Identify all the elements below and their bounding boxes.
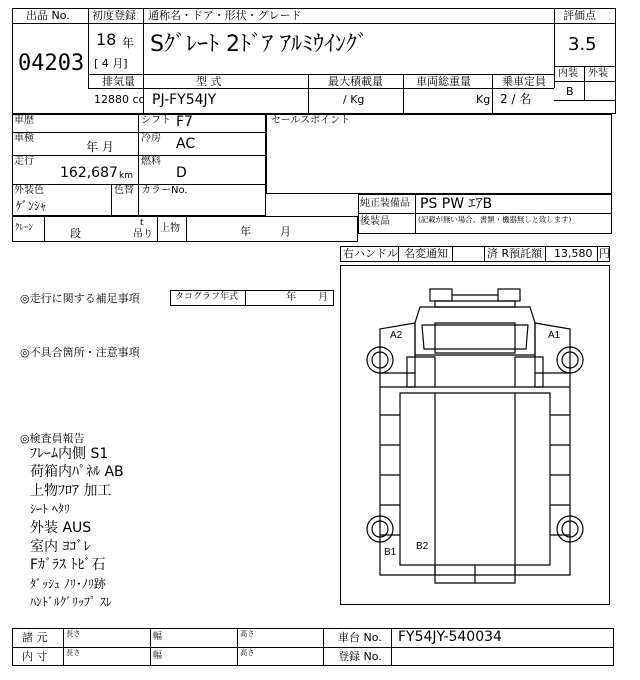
max-load-value: / Kg <box>343 93 365 106</box>
crane-stage: 段 <box>70 227 81 240</box>
ac-label: 冷房 <box>141 133 161 144</box>
upper-month: 月 <box>280 225 291 238</box>
inspector-item: Fｶﾞﾗｽ ﾄﾋﾞ石 <box>30 557 106 573</box>
inspector-item: 上物ﾌﾛｱ 加工 <box>30 483 112 499</box>
color-change-label: 色替 <box>114 185 134 196</box>
tacho-month: 月 <box>318 292 328 303</box>
reg-label: 初度登録 <box>92 9 136 22</box>
details-frame <box>12 114 266 216</box>
sales-point-label: セールスポイント <box>271 115 351 126</box>
ac-value: AC <box>176 136 196 152</box>
crane-hang: 吊り <box>133 229 153 240</box>
inspector-item: 外装 AUS <box>30 520 92 536</box>
ext-color-value: ｹﾞﾝｼｬ <box>16 199 47 213</box>
inspector-item: ﾀﾞｯｼｭ ﾉﾘ･ﾉﾘ跡 <box>30 577 106 591</box>
damage-mark-b2: B2 <box>416 541 429 552</box>
inspection-value: 年 月 <box>86 140 114 154</box>
tacho-label: タコグラフ年式 <box>175 292 239 302</box>
inner-width-label: 幅 <box>153 651 163 661</box>
yen-label: 円 <box>599 247 610 260</box>
lot-number: 04203 <box>18 51 85 76</box>
recycle-label: 済 R預託額 <box>487 247 543 260</box>
dims-width-label: 幅 <box>153 632 163 642</box>
name-change-label: 名変通知 <box>404 247 448 260</box>
std-equipment-value: PS PW ｴｱB <box>420 196 493 212</box>
year-unit: 年 <box>122 36 135 50</box>
grade-value: Sｸﾞﾚｰﾄ 2ﾄﾞｱ ｱﾙﾐｳｲﾝｸﾞ <box>150 32 368 57</box>
inspector-item: ｼｰﾄ ﾍﾀﾘ <box>30 502 70 516</box>
crane-label: ｸﾚｰﾝ <box>15 223 34 233</box>
capacity-value: 2 / 名 <box>500 92 532 106</box>
mileage-label: 走行 <box>14 156 34 167</box>
mileage-value: 162,687 <box>60 165 118 181</box>
tacho-year: 年 <box>286 292 296 303</box>
lot-label: 出品 No. <box>26 9 70 22</box>
upper-label: 上物 <box>160 223 180 234</box>
grade-label: 通称名・ドア・形状・グレード <box>148 9 302 22</box>
crane-ton: t <box>140 218 144 228</box>
gross-weight-label: 車両総重量 <box>416 75 471 88</box>
interior-grade: B <box>566 85 574 98</box>
fuel-label: 燃料 <box>141 156 161 167</box>
exterior-label: 外装 <box>588 68 608 79</box>
inner-dims-label: 内 寸 <box>22 650 48 663</box>
driving-notes-title: ◎走行に関する補足事項 <box>20 292 140 305</box>
displacement-value: 12880 cc <box>94 93 145 106</box>
dims-height-label: 高さ <box>240 630 255 639</box>
displacement-label: 排気量 <box>102 75 135 88</box>
model-label: 型 式 <box>196 75 222 88</box>
mileage-unit: km <box>119 171 133 181</box>
interior-label: 内装 <box>558 68 578 79</box>
reg-month: [ 4 月] <box>94 57 128 70</box>
inspector-item: ﾊﾝﾄﾞﾙｸﾞﾘｯﾌﾟ ｽﾚ <box>30 595 112 609</box>
gross-weight-value: Kg <box>476 93 491 106</box>
chassis-value: FY54JY-540034 <box>398 629 502 645</box>
capacity-label: 乗車定員 <box>502 75 546 88</box>
rhd-label: 右ハンドル <box>343 247 398 260</box>
crane-row <box>12 216 358 242</box>
inspection-label: 車検 <box>14 133 34 144</box>
inspector-item: 荷箱内ﾊﾟﾈﾙ AB <box>30 464 124 480</box>
std-equipment-label: 純正装備品 <box>360 198 410 209</box>
shift-label: シフト <box>141 115 171 126</box>
defects-title: ◎不具合箇所・注意事項 <box>20 346 140 359</box>
shift-value: F7 <box>176 114 193 130</box>
inspector-item: 室内 ﾖｺﾞﾚ <box>30 539 91 555</box>
dims-label: 諸 元 <box>22 631 48 644</box>
inspector-title: ◎検査員報告 <box>20 432 85 445</box>
aftermarket-note: (記載が無い場合、書類・機器無しと致します) <box>418 216 572 225</box>
inner-height-label: 高さ <box>240 649 255 658</box>
damage-mark-b1: B1 <box>384 547 397 558</box>
dims-length-label: 長さ <box>66 630 81 639</box>
damage-mark-a2: A2 <box>390 330 403 341</box>
upper-year: 年 <box>240 225 251 238</box>
registration-label: 登録 No. <box>338 650 382 663</box>
score-value: 3.5 <box>568 34 597 55</box>
color-code-label: カラーNo. <box>141 185 188 196</box>
model-value: PJ-FY54JY <box>152 92 217 108</box>
truck-diagram <box>340 265 610 605</box>
aftermarket-label: 後装品 <box>360 216 390 227</box>
damage-mark-a1: A1 <box>548 330 561 341</box>
score-label: 評価点 <box>563 9 596 22</box>
max-load-label: 最大積載量 <box>328 75 383 88</box>
inner-length-label: 長さ <box>66 649 81 658</box>
history-label: 車歴 <box>14 115 34 126</box>
recycle-value: 13,580 <box>554 247 593 260</box>
inspector-item: ﾌﾚｰﾑ内側 S1 <box>30 446 109 462</box>
ext-color-label: 外装色 <box>14 185 44 196</box>
chassis-label: 車台 No. <box>338 631 382 644</box>
reg-year: 18 <box>96 30 117 49</box>
sales-point-box <box>266 114 612 194</box>
fuel-value: D <box>176 165 187 181</box>
